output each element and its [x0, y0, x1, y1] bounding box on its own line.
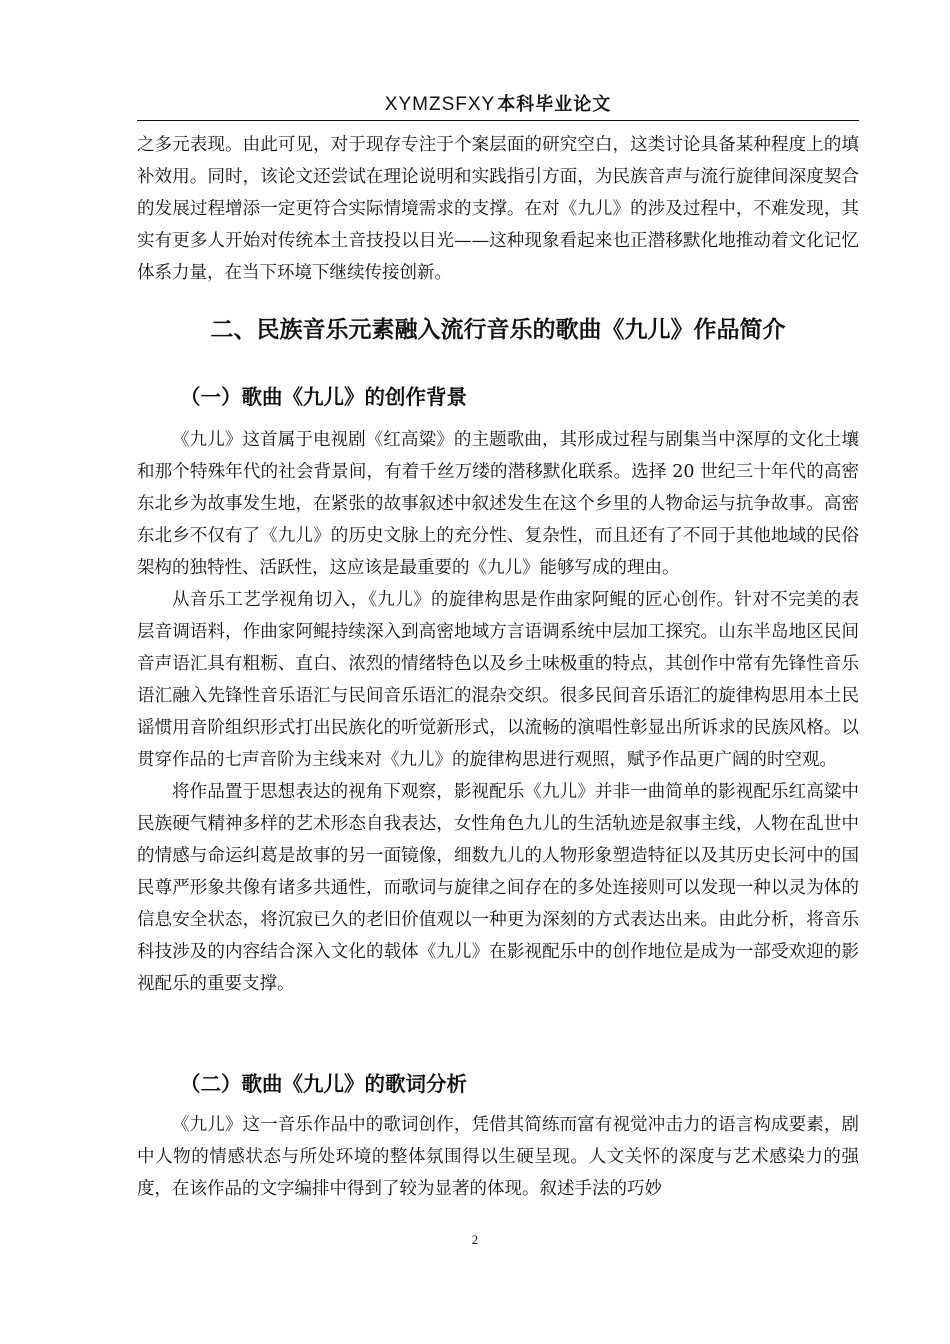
running-header [137, 90, 859, 119]
paragraph: 《九儿》这一音乐作品中的歌词创作，凭借其简练而富有视觉冲击力的语言构成要素，剧中人物的情感状态与所处环境的整体氛围得以生硬呈现。人文关怀的深度与艺术感染力的强度，在该作品的文字编排中得到了较为显著的体现。叙述手法的巧妙 [137, 1115, 859, 1199]
subsection-2-body [137, 1109, 859, 1205]
subsection-title-1: （一）歌曲《九儿》的创作背景 [180, 385, 467, 409]
paragraph: 《九儿》这首属于电视剧《红高粱》的主题歌曲，其形成过程与剧集当中深厚的文化土壤和那个特殊年代的社会背景间，有着千丝万缕的潜移默化联系。选择 20 世纪三十年代的高密东北乡为故事发生地，在紧张的故事叙述中叙述发生在这个乡里的人物命运与抗争故事。高密东北乡不仅有了《九儿》的历史文脉上的充分性、复杂性，而且还有了不同于其他地域的民俗架构的独特性、活跃性，这应该是最重要的《九儿》能够写成的理由。 [137, 430, 859, 578]
header-divider [137, 120, 859, 121]
paragraph: 将作品置于思想表达的视角下观察，影视配乐《九儿》并非一曲简单的影视配乐红高粱中民族硬气精神多样的艺术形态自我表达，女性角色九儿的生活轨迹是叙事主线，人物在乱世中的情感与命运纠葛是故事的另一面镜像，细数九儿的人物形象塑造特征以及其历史长河中的国民尊严形象共像有诸多共通性，而歌词与旋律之间存在的多处连接则可以发现一种以灵为体的信息安全状态，将沉寂已久的老旧价值观以一种更为深刻的方式表达出来。由此分析，将音乐科技涉及的内容结合深入文化的载体《九儿》在影视配乐中的创作地位是成为一部受欢迎的影视配乐的重要支撑。 [137, 782, 859, 994]
paragraph: 从音乐工艺学视角切入，《九儿》的旋律构思是作曲家阿鲲的匠心创作。针对不完美的表层音调语料，作曲家阿鲲持续深入到高密地域方言语调系统中层加工探究。山东半岛地区民间音声语汇具有粗粝、直白、浓烈的情绪特色以及乡土味极重的特点，其创作中常有先锋性音乐语汇融入先锋性音乐语汇与民间音乐语汇的混杂交织。很多民间音乐语汇的旋律构思用本土民谣惯用音阶组织形式打出民族化的听觉新形式，以流畅的演唱性彰显出所诉求的民族风格。以贯穿作品的七声音阶为主线来对《九儿》的旋律构思进行观照，赋予作品更广阔的时空观。 [137, 590, 859, 770]
header-code: XYMZSFXY [384, 94, 496, 115]
header-title: 本科毕业论文 [497, 94, 612, 115]
subsection-title-2: （二）歌曲《九儿》的歌词分析 [180, 1072, 467, 1096]
section-title: 二、民族音乐元素融入流行音乐的歌曲《九儿》作品简介 [210, 317, 786, 343]
page-number: 2 [471, 1232, 479, 1247]
continuation-paragraph: 之多元表现。由此可见，对于现存专注于个案层面的研究空白，这类讨论具备某种程度上的填补效用。同时，该论文还尝试在理论说明和实践指引方面，为民族音声与流行旋律间深度契合的发展过程增添一定更符合实际情境需求的支撑。在对《九儿》的涉及过程中，不难发现，其实有更多人开始对传统本土音技投以目光——这种现象看起来也正潜移默化地推动着文化记忆体系力量，在当下环境下继续传接创新。 [137, 135, 859, 283]
subsection-1-body [137, 424, 859, 1000]
continuation-block [137, 129, 859, 289]
